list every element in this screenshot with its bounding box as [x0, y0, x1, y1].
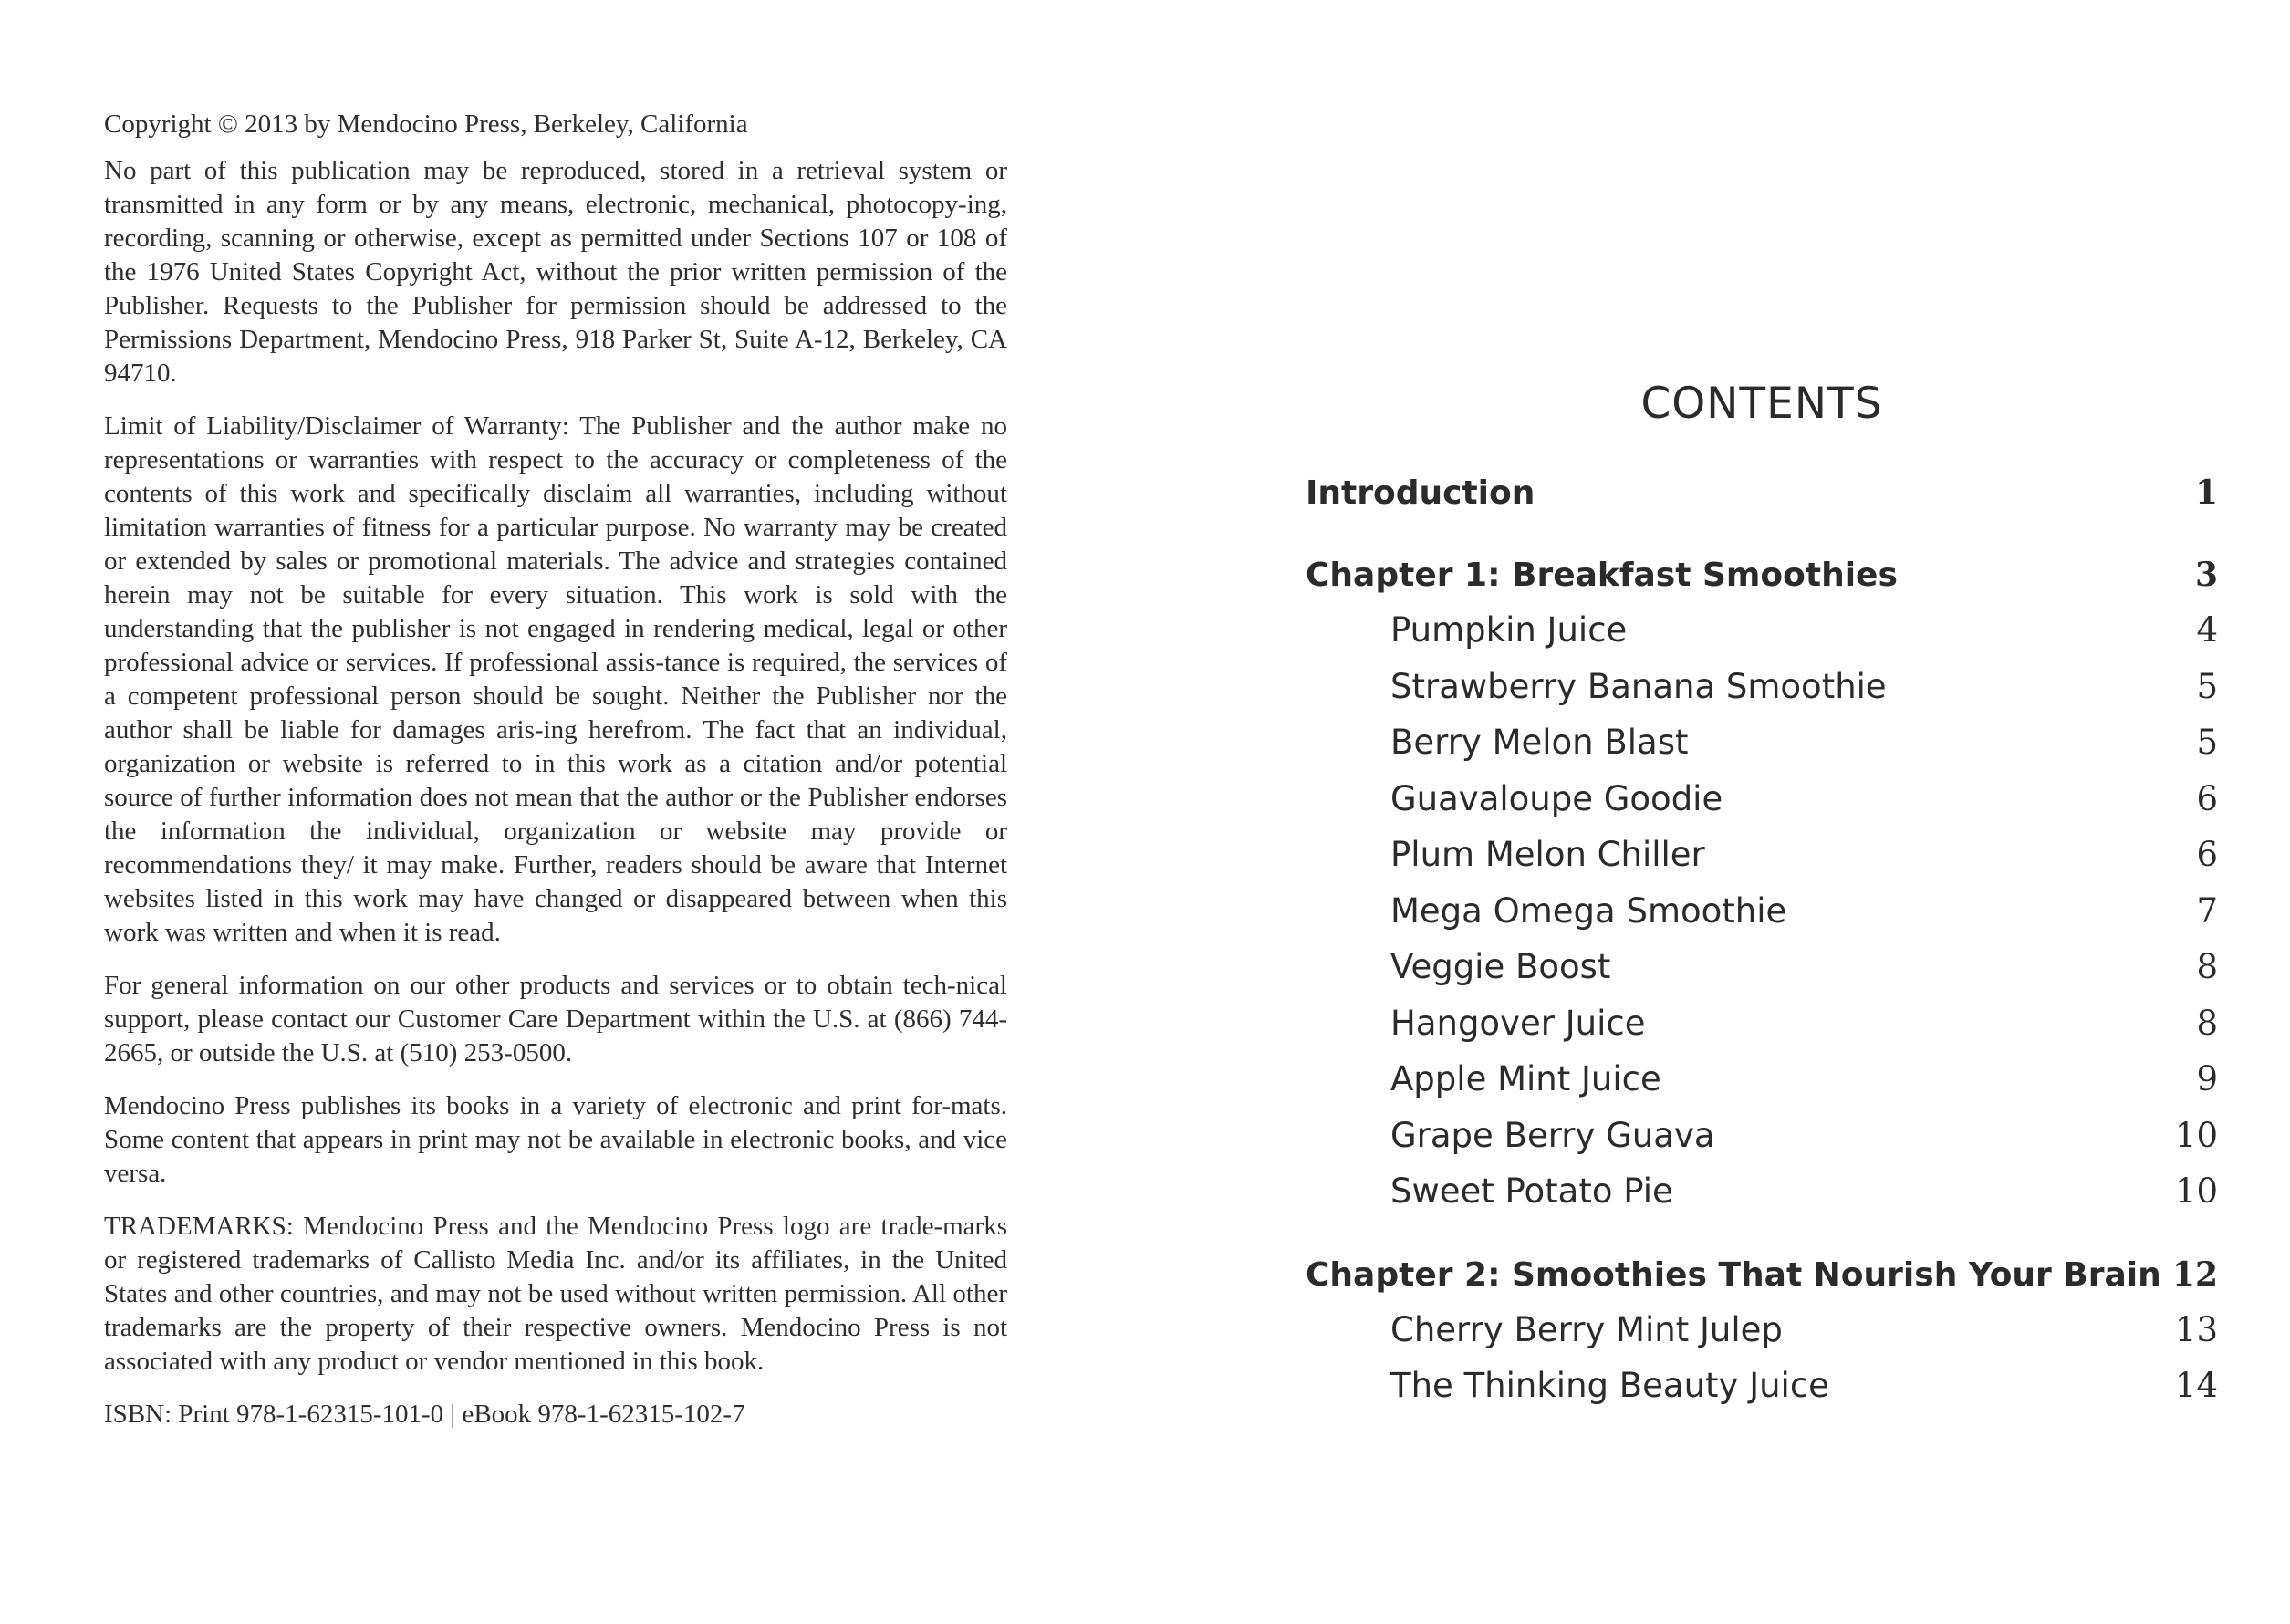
toc-entry-title: Apple Mint Juice	[1390, 1059, 1661, 1098]
toc-entry-page: 5	[2196, 666, 2218, 706]
toc-entry-recipe[interactable]	[1306, 1051, 2218, 1108]
toc-entry-page: 13	[2174, 1309, 2218, 1349]
contents-heading: CONTENTS	[1640, 379, 1883, 429]
toc-entry-recipe[interactable]	[1306, 827, 2218, 883]
toc-entry-recipe[interactable]	[1306, 1358, 2218, 1414]
toc-entry-title: Guavaloupe Goodie	[1390, 778, 1723, 818]
toc-entry-title: Veggie Boost	[1390, 947, 1611, 986]
toc-entry-recipe[interactable]	[1306, 1302, 2218, 1359]
toc-entry-recipe[interactable]	[1306, 714, 2218, 771]
toc-entry-title: Introduction	[1306, 474, 1535, 512]
toc-entry-title: Sweet Potato Pie	[1390, 1171, 1673, 1211]
copyright-line: Copyright © 2013 by Mendocino Press, Berkeley, California	[104, 109, 748, 139]
toc-entry-title: The Thinking Beauty Juice	[1390, 1366, 1829, 1405]
toc-entry-title: Strawberry Banana Smoothie	[1390, 666, 1887, 706]
toc-entry-page: 3	[2194, 556, 2218, 594]
format-notice: Mendocino Press publishes its books in a variety of electronic and print for-mats. Some content that appears in print may not be available in electronic books, and vice versa.	[104, 1091, 1007, 1188]
toc-entry-title: Chapter 2: Smoothies That Nourish Your Brain	[1306, 1255, 2161, 1294]
toc-entry-recipe[interactable]	[1306, 1163, 2218, 1220]
toc-entry-recipe[interactable]	[1306, 939, 2218, 995]
toc-entry-title: Hangover Juice	[1390, 1003, 1646, 1043]
toc-entry-title: Plum Melon Chiller	[1390, 835, 1705, 874]
toc-entry-title: Mega Omega Smoothie	[1390, 890, 1787, 931]
toc-entry-chapter-2[interactable]	[1306, 1247, 2218, 1302]
reproduction-notice: No part of this publication may be reproduced, stored in a retrieval system or transmitted in any form or by any means, electronic, mechanical, photocopy-ing, recording, scanning or otherwise, except as permitted under Sections 107 or 108 of the 1976 United States Copyright Act, without the prior written permission of the Publisher. Requests to the Publisher for permission should be addressed to the Permissions Department, Mendocino Press, 918 Parker St, Suite A-12, Berkeley, CA 94710.	[104, 156, 1007, 388]
isbn-line: ISBN: Print 978-1-62315-101-0 | eBook 978-1-62315-102-7	[104, 1400, 745, 1429]
toc-entry-title: Chapter 1: Breakfast Smoothies	[1306, 557, 1898, 594]
customer-care-info: For general information on our other products and services or to obtain tech-nical support, please contact our Customer Care Department within the U.S. at (866) 744-2665, or outside the U.S. at (510) 253-0500.	[104, 971, 1007, 1067]
toc-entry-page: 8	[2196, 1003, 2218, 1043]
toc-entry-page: 10	[2174, 1171, 2218, 1211]
toc-entry-page: 6	[2196, 835, 2218, 874]
toc-entry-page: 8	[2196, 947, 2218, 986]
toc-entry-page: 14	[2174, 1366, 2218, 1405]
toc-entry-title: Grape Berry Guava	[1390, 1115, 1715, 1155]
toc-entry-introduction[interactable]	[1306, 465, 2218, 520]
toc-entry-recipe[interactable]	[1306, 1108, 2218, 1164]
toc-entry-recipe[interactable]	[1306, 602, 2218, 659]
toc-entry-recipe[interactable]	[1306, 995, 2218, 1052]
toc-entry-page: 12	[2171, 1254, 2218, 1294]
toc-entry-page: 1	[2194, 474, 2218, 512]
toc-entry-page: 7	[2196, 890, 2218, 931]
toc-entry-chapter-1[interactable]	[1306, 547, 2218, 602]
table-of-contents	[1306, 465, 2218, 1414]
copyright-text-block	[104, 108, 1007, 1451]
toc-entry-recipe[interactable]	[1306, 659, 2218, 715]
toc-entry-title: Berry Melon Blast	[1390, 723, 1689, 762]
toc-entry-page: 4	[2196, 610, 2218, 650]
toc-entry-page: 10	[2174, 1115, 2218, 1155]
toc-entry-recipe[interactable]	[1306, 771, 2218, 828]
toc-entry-recipe[interactable]	[1306, 883, 2218, 940]
toc-entry-title: Pumpkin Juice	[1390, 610, 1628, 650]
toc-entry-page: 5	[2196, 723, 2218, 762]
toc-entry-page: 6	[2196, 778, 2218, 818]
liability-disclaimer: Limit of Liability/Disclaimer of Warranty: The Publisher and the author make no representations or warranties with respect to the accuracy or completeness of the contents of this work and specifically disclaim all warranties, including without limitation warranties of fitness for a particular purpose. No warranty may be created or extended by sales or promotional materials. The advice and strategies contained herein may not be suitable for every situation. This work is sold with the understanding that the publisher is not engaged in rendering medical, legal or other professional advice or services. If professional assis-tance is required, the services of a competent professional person should be sought. Neither the Publisher nor the author shall be liable for damages aris-ing herefrom. The fact that an individual, organization or website is referred to in this work as a citation and/or potential source of further information does not mean that the author or the Publisher endorses the information the individual, organization or website may provide or recommendations they/ it may make. Further, readers should be aware that Internet websites listed in this work may have changed or disappeared between when this work was written and when it is read.	[104, 411, 1007, 947]
contents-page	[1145, 0, 2290, 1624]
toc-entry-title: Cherry Berry Mint Julep	[1390, 1309, 1783, 1349]
trademarks-notice: TRADEMARKS: Mendocino Press and the Mendocino Press logo are trade-marks or registered trademarks of Callisto Media Inc. and/or its affiliates, in the United States and other countries, and may not be used without written permission. All other trademarks are the property of their respective owners. Mendocino Press is not associated with any product or vendor mentioned in this book.	[104, 1212, 1007, 1376]
toc-entry-page: 9	[2196, 1059, 2218, 1098]
